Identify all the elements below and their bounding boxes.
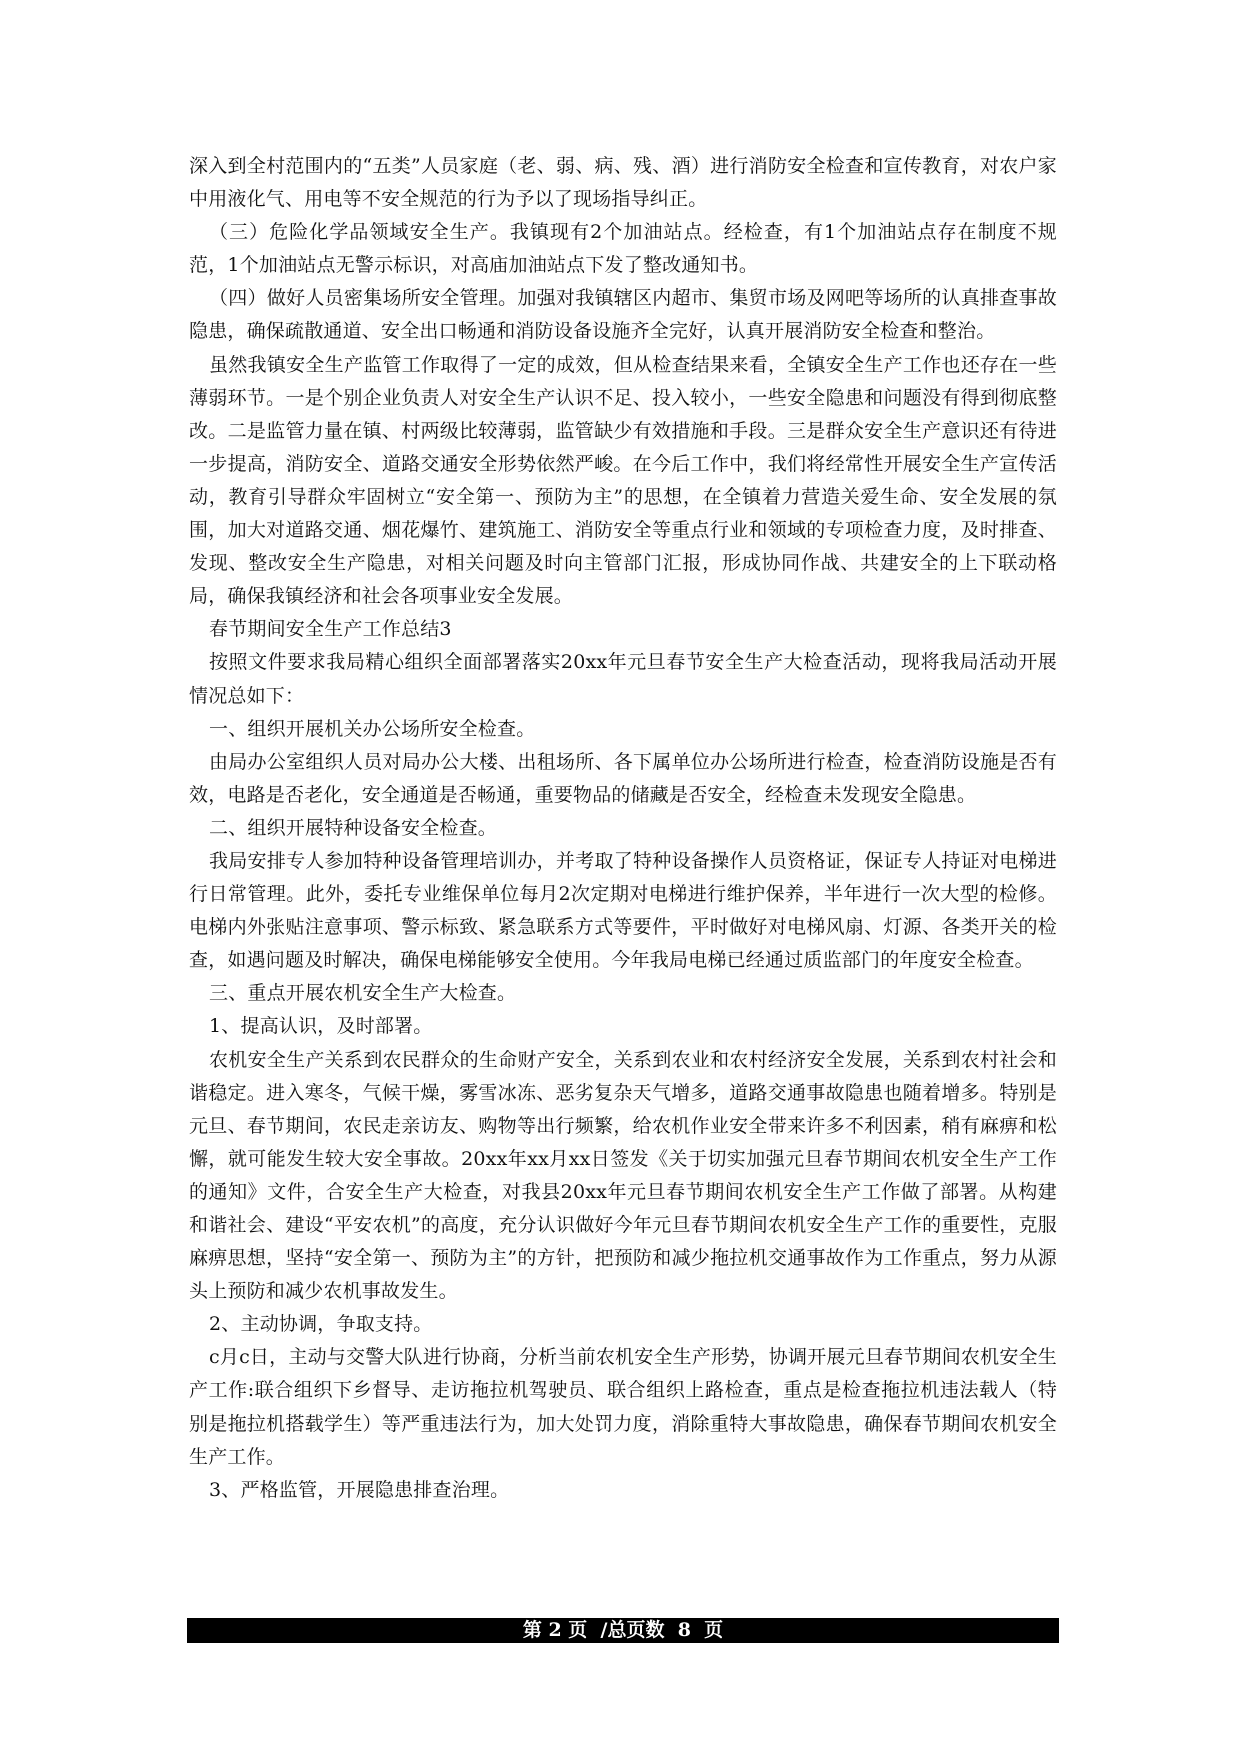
body-paragraph: 农机安全生产关系到农民群众的生命财产安全，关系到农业和农村经济安全发展，关系到农村社会和谐稳定。进入寒冬，气候干燥，雾雪冰冻、恶劣复杂天气增多，道路交通事故隐患也随着增多。特别是元旦、春节期间，农民走亲访友、购物等出行频繁，给农机作业安全带来许多不利因素，稍有麻痹和松懈，就可能发生较大安全事故。20xx年xx月xx日签发《关于切实加强元旦春节期间农机安全生产工作的通知》文件，合安全生产大检查，对我县20xx年元旦春节期间农机安全生产工作做了部署。从构建和谐社会、建设“平安农机”的高度，充分认识做好今年元旦春节期间农机安全生产工作的重要性，克服麻痹思想，坚持“安全第一、预防为主”的方针，把预防和减少拖拉机交通事故作为工作重点，努力从源头上预防和减少农机事故发生。: [189, 1048, 1057, 1303]
body-paragraph: 虽然我镇安全生产监管工作取得了一定的成效，但从检查结果来看，全镇安全生产工作也还存在一些薄弱环节。一是个别企业负责人对安全生产认识不足、投入较小，一些安全隐患和问题没有得到彻底整改。二是监管力量在镇、村两级比较薄弱，监管缺少有效措施和手段。三是群众安全生产意识还有待进一步提高，消防安全、道路交通安全形势依然严峻。在今后工作中，我们将经常性开展安全生产宣传活动，教育引导群众牢固树立“安全第一、预防为主”的思想，在全镇着力营造关爱生命、安全发展的氛围，加大对道路交通、烟花爆竹、建筑施工、消防安全等重点行业和领域的专项检查力度，及时排查、发现、整改安全生产隐患，对相关问题及时向主管部门汇报，形成协同作战、共建安全的上下联动格局，确保我镇经济和社会各项事业安全发展。: [189, 353, 1057, 608]
body-paragraph: 三、重点开展农机安全生产大检查。: [209, 982, 517, 1005]
body-paragraph: （四）做好人员密集场所安全管理。加强对我镇辖区内超市、集贸市场及网吧等场所的认真排查事故隐患，确保疏散通道、安全出口畅通和消防设备设施齐全完好，认真开展消防安全检查和整治。: [189, 287, 1057, 343]
body-paragraph: 二、组织开展特种设备安全检查。: [209, 816, 498, 839]
body-paragraph: 春节期间安全生产工作总结3: [209, 618, 452, 641]
body-paragraph: 一、组织开展机关办公场所安全检查。: [209, 717, 536, 740]
body-paragraph: （三）危险化学品领域安全生产。我镇现有2个加油站点。经检查，有1个加油站点存在制度不规范，1个加油站点无警示标识，对高庙加油站点下发了整改通知书。: [189, 221, 1057, 277]
body-paragraph: 2、主动协调，争取支持。: [209, 1313, 433, 1336]
body-paragraph: 按照文件要求我局精心组织全面部署落实20xx年元旦春节安全生产大检查活动，现将我局活动开展情况总如下：: [189, 651, 1057, 707]
body-paragraph: 1、提高认识，及时部署。: [209, 1015, 433, 1038]
body-paragraph: c月c日，主动与交警大队进行协商，分析当前农机安全生产形势，协调开展元旦春节期间农机安全生产工作:联合组织下乡督导、走访拖拉机驾驶员、联合组织上路检查，重点是检查拖拉机违法载人（特别是拖拉机搭载学生）等严重违法行为，加大处罚力度，消除重特大事故隐患，确保春节期间农机安全生产工作。: [189, 1346, 1057, 1468]
document-body: [189, 150, 1057, 1507]
page-number-label: 第 2 页 /总页数 8 页: [522, 1619, 724, 1641]
body-paragraph: 我局安排专人参加特种设备管理培训办，并考取了特种设备操作人员资格证，保证专人持证对电梯进行日常管理。此外，委托专业维保单位每月2次定期对电梯进行维护保养，半年进行一次大型的检修。电梯内外张贴注意事项、警示标致、紧急联系方式等要件，平时做好对电梯风扇、灯源、各类开关的检查，如遇问题及时解决，确保电梯能够安全使用。今年我局电梯已经通过质监部门的年度安全检查。: [189, 849, 1057, 972]
body-paragraph: 3、严格监管，开展隐患排查治理。: [209, 1478, 510, 1501]
body-paragraph: 深入到全村范围内的“五类”人员家庭（老、弱、病、残、酒）进行消防安全检查和宣传教育，对农户家中用液化气、用电等不安全规范的行为予以了现场指导纠正。: [189, 155, 1057, 211]
body-paragraph: 由局办公室组织人员对局办公大楼、出租场所、各下属单位办公场所进行检查，检查消防设施是否有效，电路是否老化，安全通道是否畅通，重要物品的储藏是否安全，经检查未发现安全隐患。: [189, 750, 1057, 806]
page-footer-bar: [187, 1618, 1059, 1643]
